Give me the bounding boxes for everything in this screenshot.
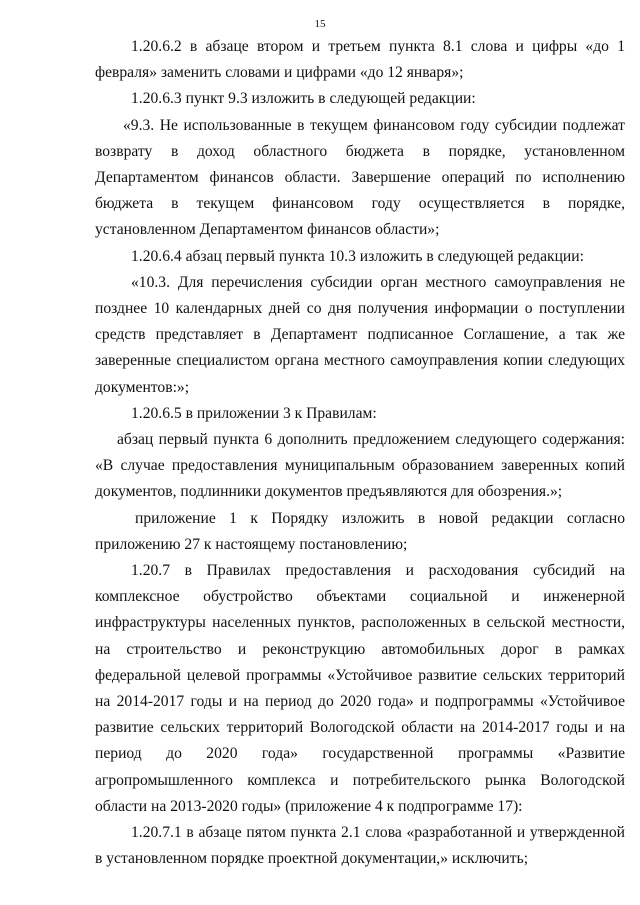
paragraph-1-20-6-5: 1.20.6.5 в приложении 3 к Правилам: bbox=[131, 404, 377, 422]
paragraph-quote-9-3: «9.3. Не использованные в текущем финансовом году субсидии подлежат возврату в доход областного бюджета в порядке, установленном Департаментом финансов области. Завершение операций по исполнению бюджета в текущем финансовом году осуществляется в порядке, установленном Департаментом финансов области»; bbox=[95, 116, 625, 239]
paragraph-1-20-7: 1.20.7 в Правилах предоставления и расходования субсидий на комплексное обустройство объектами социальной и инженерной инфраструктуры населенных пунктов, расположенных в сельской местности, на строительство и реконструкцию автомобильных дорог в рамках федеральной целевой программы «Устойчивое развитие сельских территорий на 2014-2017 годы и на период до 2020 года» и подпрограммы «Устойчивое развитие сельских территорий Вологодской области на 2014-2017 годы и на период до 2020 года» государственной программы «Развитие агропромышленного комплекса и потребительского рынка Вологодской области на 2013-2020 годы» (приложение 4 к подпрограмме 17): bbox=[95, 562, 625, 815]
paragraph-quote-10-3: «10.3. Для перечисления субсидии орган местного самоуправления не позднее 10 календарных дней со дня получения информации о поступлении средств представляет в Департамент подписанное Соглашение, а так же заверенные специалистом органа местного самоуправления копии следующих документов:»; bbox=[95, 273, 625, 396]
paragraph-1-20-6-4: 1.20.6.4 абзац первый пункта 10.3 изложить в следующей редакции: bbox=[131, 247, 584, 265]
paragraph-1-20-6-3: 1.20.6.3 пункт 9.3 изложить в следующей редакции: bbox=[131, 90, 476, 108]
page-number: 15 bbox=[314, 18, 326, 30]
document-body bbox=[95, 34, 625, 873]
paragraph-appendix-1: приложение 1 к Порядку изложить в новой редакции согласно приложению 27 к настоящему постановлению; bbox=[95, 509, 625, 553]
paragraph-point-6-addition: абзац первый пункта 6 дополнить предложением следующего содержания: «В случае предоставления муниципальным образованием заверенных копий документов, подлинники документов предъявляются для обозрения.»; bbox=[95, 431, 625, 501]
paragraph-1-20-7-1: 1.20.7.1 в абзаце пятом пункта 2.1 слова «разработанной и утвержденной в установленном порядке проектной документации,» исключить; bbox=[95, 824, 625, 868]
paragraph-1-20-6-2: 1.20.6.2 в абзаце втором и третьем пункта 8.1 слова и цифры «до 1 февраля» заменить словами и цифрами «до 12 января»; bbox=[95, 38, 625, 82]
